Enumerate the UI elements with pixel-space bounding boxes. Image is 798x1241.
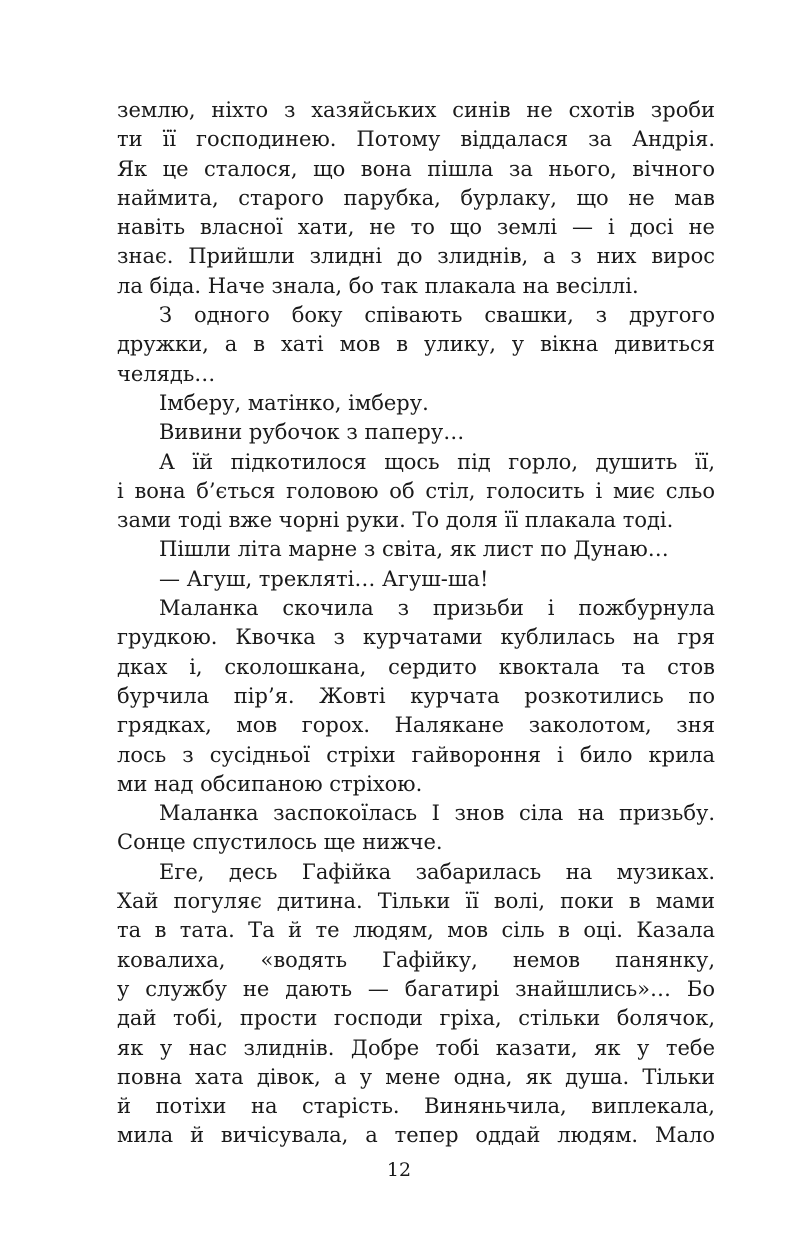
text-line: ми над обсипаною стріхою. (117, 771, 423, 796)
page-number: 12 (386, 1159, 412, 1181)
text-line: зами тоді вже чорні руки. То доля її плакала тоді. (117, 508, 674, 533)
text-line: Як це сталося, що вона пішла за нього, вічного (117, 156, 715, 181)
text-line: Імберу, матінко, імберу. (159, 390, 429, 415)
text-line: ковалиха, «водять Гафійку, немов панянку, (117, 947, 715, 972)
text-line: Хай погуляє дитина. Тільки її волі, поки в мами (117, 889, 715, 914)
text-line: лось з сусідньої стріхи гайвороння і било крила (117, 742, 715, 767)
text-line: землю, ніхто з хазяйських синів не схотів зроби (117, 98, 715, 122)
text-line: дружки, а в хаті мов в улику, у вікна дивиться (117, 332, 715, 357)
text-line: А їй підкотилося щось під горло, душить її, (159, 449, 715, 474)
text-line: й потіхи на старість. Виняньчила, виплекала, (117, 1094, 715, 1119)
text-line: грудкою. Квочка з курчатами кублилась на гря (117, 625, 715, 650)
text-line: ла біда. Наче знала, бо так плакала на весіллі. (117, 273, 639, 298)
text-line: — Агуш, трекляті… Агуш-ша! (159, 566, 489, 591)
text-line: ти її господинею. Потому віддалася за Андрія. (117, 127, 715, 152)
text-line: челядь… (117, 361, 216, 386)
text-line: мила й вичісувала, а тепер оддай людям. Мало (117, 1123, 715, 1148)
text-line: навіть власної хати, не то що землі — і досі не (117, 215, 715, 240)
text-line: дках і, сколошкана, сердито квоктала та стов (117, 654, 715, 679)
text-line: З одного боку співають свашки, з другого (159, 303, 715, 328)
text-line: Вивини рубочок з паперу… (159, 420, 465, 445)
text-line: знає. Прийшли злидні до злиднів, а з них вирос (117, 244, 715, 269)
text-line: та в тата. Та й те людям, мов сіль в оці. Казала (117, 918, 715, 943)
text-line: як у нас злиднів. Добре тобі казати, як у тебе (117, 1035, 715, 1060)
text-line: Маланка скочила з призьби і пожбурнула (159, 596, 715, 621)
text-line: і вона б’ється головою об стіл, голосить і миє сльо (117, 478, 715, 503)
text-line: грядках, мов горох. Налякане заколотом, зня (117, 713, 715, 738)
text-line: Пішли літа марне з світа, як лист по Дунаю… (159, 537, 669, 562)
text-line: Маланка заспокоїлась І знов сіла на призьбу. (159, 801, 715, 826)
page-text (117, 96, 715, 1151)
text-line: у службу не дають — багатирі знайшлись»… Бо (117, 976, 715, 1001)
text-line: Еге, десь Гафійка забарилась на музиках. (159, 859, 715, 884)
text-line: дай тобі, прости господи гріха, стільки болячок, (117, 1006, 715, 1031)
text-line: бурчила пір’я. Жовті курчата розкотились по (117, 683, 715, 708)
text-line: Сонце спустилось ще нижче. (117, 830, 443, 855)
text-line: наймита, старого парубка, бурлаку, що не мав (117, 185, 715, 210)
text-line: повна хата дівок, а у мене одна, як душа. Тільки (117, 1064, 715, 1089)
